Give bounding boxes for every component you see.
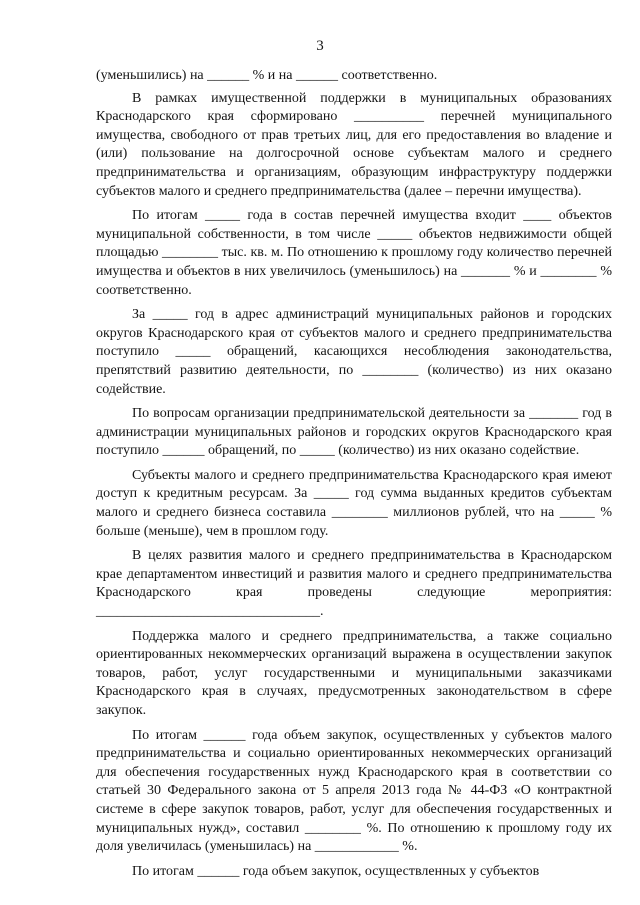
paragraph-continuation: (уменьшились) на ______ % и на ______ соответственно. (96, 68, 438, 83)
paragraph-property-lists-results: По итогам _____ года в состав перечней имущества входит ____ объектов муниципальной собственности, в том числе _____ объектов недвижимости общей площадью ________ тыс. кв. м. По отношению к прошлому году количество перечней имущества и объектов в них увеличилось (уменьшилось) на _______ % и ________ % соответственно. (96, 208, 612, 298)
page-number: 3 (316, 38, 324, 54)
paragraph-property-support: В рамках имущественной поддержки в муниципальных образованиях Краснодарского края сформировано __________ перечней муниципального имущества, свободного от прав третьих лиц, для его предоставления во владение и (или) пользование на долгосрочной основе субъектам малого и среднего предпринимательства и организациям, образующим инфраструктуру поддержки субъектов малого и среднего предпринимательства (далее – перечни имущества). (96, 90, 612, 199)
paragraph-procurement-support: Поддержка малого и среднего предпринимательства, а также социально ориентированных некоммерческих организаций выражена в осуществлении закупок товаров, работ, услуг государственными и муниципальными заказчиками Краснодарского края в случаях, предусмотренных законодательством в сфере закупок. (96, 628, 612, 718)
paragraph-procurement-state: По итогам ______ года объем закупок, осуществленных у субъектов малого предпринимательства и социально ориентированных некоммерческих организаций для обеспечения государственных нужд Краснодарского края в соответствии со статьей 30 Федерального закона от 5 апреля 2013 года № 44-ФЗ «О контрактной системе в сфере закупок товаров, работ, услуг для обеспечения государственных и муниципальных нужд», составил ________ %. По отношению к прошлому году их доля увеличилась (уменьшилась) на ____________ %. (96, 727, 612, 855)
paragraph-department-activities: В целях развития малого и среднего предпринимательства в Краснодарском крае департаментом инвестиций и развития малого и среднего предпринимательства Краснодарского края проведены следующие мероприятия: ________________________________. (96, 548, 612, 620)
paragraph-credit-resources: Субъекты малого и среднего предпринимательства Краснодарского края имеют доступ к кредитным ресурсам. За _____ год сумма выданных кредитов субъектам малого и среднего бизнеса составила ________ миллионов рублей, что на _____ % больше (меньше), чем в прошлом году. (96, 467, 612, 539)
paragraph-organization-requests: По вопросам организации предпринимательской деятельности за _______ год в администрации муниципальных районов и городских округов Краснодарского края поступило ______ обращений, по _____ (количество) из них оказано содействие. (96, 406, 612, 459)
paragraph-procurement-next: По итогам ______ года объем закупок, осуществленных у субъектов (132, 863, 540, 879)
paragraph-complaints: За _____ год в адрес администраций муниципальных районов и городских округов Краснодарского края от субъектов малого и среднего предпринимательства поступило _____ обращений, касающихся несоблюдения законодательства, препятствий развитию деятельности, по ________ (количество) из них оказано содействие. (96, 307, 612, 397)
document-body (96, 67, 612, 887)
